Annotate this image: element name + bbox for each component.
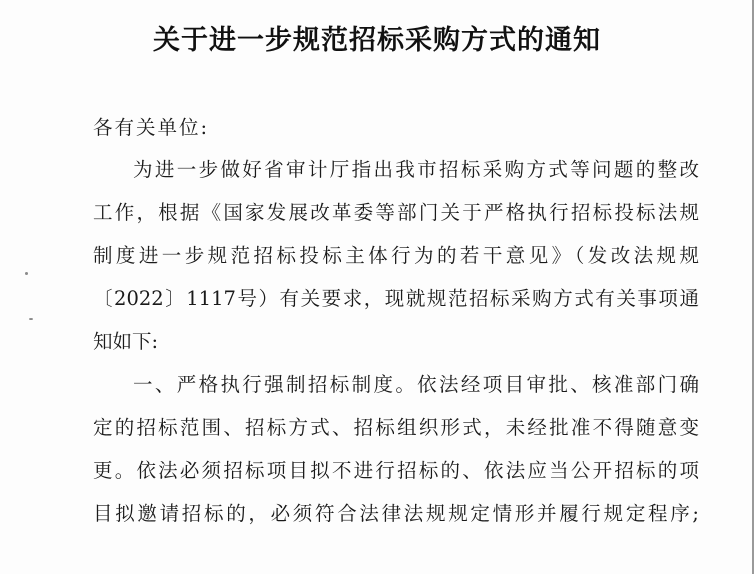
paragraph-line: 〔2022〕1117号）有关要求，现就规范招标采购方式有关事项通 <box>93 287 699 310</box>
paragraph-line: 定的招标范围、招标方式、招标组织形式，未经批准不得随意变 <box>93 416 699 439</box>
paragraph-line: 工作，根据《国家发展改革委等部门关于严格执行招标投标法规 <box>93 201 699 224</box>
document-title: 关于进一步规范招标采购方式的通知 <box>153 25 601 56</box>
paragraph-line: 为进一步做好省审计厅指出我市招标采购方式等问题的整改 <box>133 158 699 181</box>
paragraph-line: 目拟邀请招标的，必须符合法律法规规定情形并履行规定程序; <box>93 502 699 525</box>
paragraph-line: 更。依法必须招标项目拟不进行招标的、依法应当公开招标的项 <box>93 459 699 482</box>
scan-speck <box>29 318 33 320</box>
paragraph-line: 一、严格执行强制招标制度。依法经项目审批、核准部门确 <box>133 373 699 396</box>
paragraph-line: 制度进一步规范招标投标主体行为的若干意见》（发改法规规 <box>93 244 699 267</box>
paragraph-line: 知如下: <box>93 330 159 353</box>
salutation: 各有关单位: <box>93 116 210 139</box>
scan-speck <box>25 272 28 275</box>
